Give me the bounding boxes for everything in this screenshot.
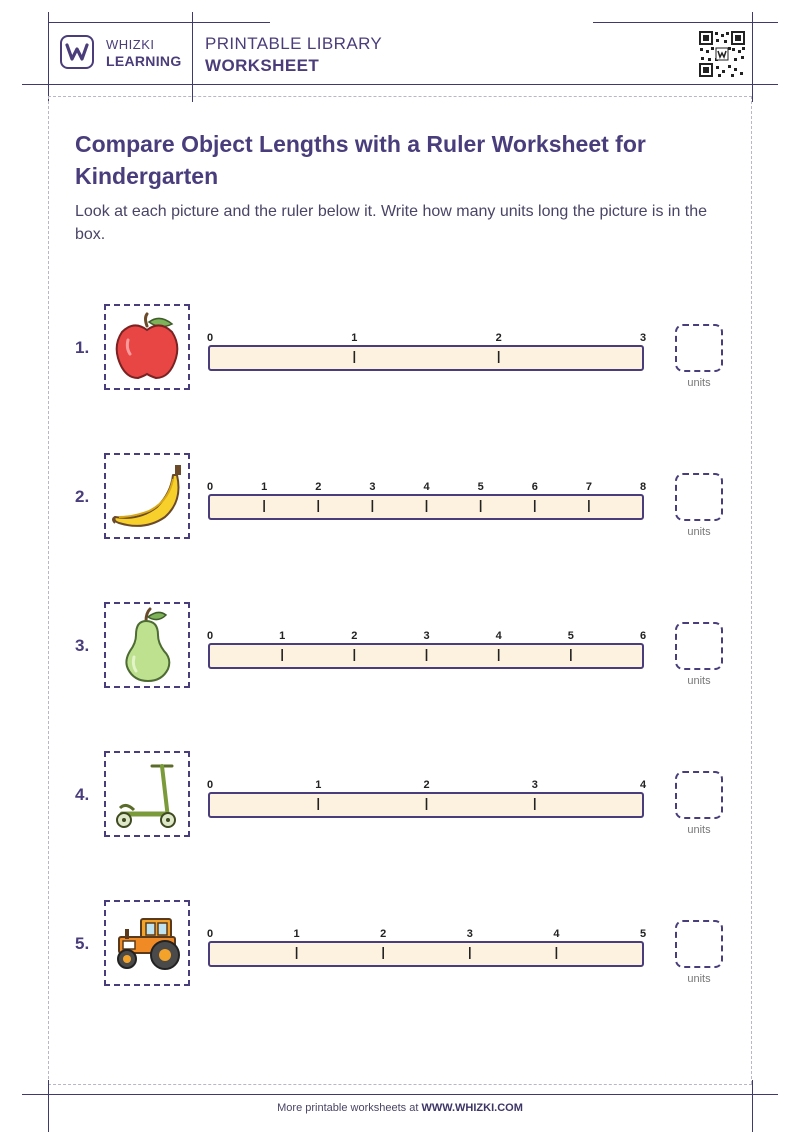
header-top-line [48,22,270,23]
qr-code-icon [698,30,746,78]
ruler-tick-label: 2 [423,779,430,791]
picture-box [104,602,190,688]
ruler-tick-label: 3 [639,332,647,344]
tractor-icon [111,915,183,971]
ruler-tick-label: 1 [293,928,300,940]
units-label: units [687,675,711,687]
ruler-tick-label: 0 [206,630,214,642]
ruler-tick-label: 3 [466,928,473,940]
problem-number: 2. [75,487,90,506]
content-border-bottom [48,1084,752,1085]
header-bottom-line [22,84,778,85]
picture-box [104,304,190,390]
instructions-text: Look at each picture and the ruler below it. Write how many units long the picture is in the box. [75,203,708,243]
brand-line-1: WHIZKI [106,37,155,52]
footer [0,1102,800,1114]
ruler-tick-label: 4 [553,928,560,940]
pear-icon [122,607,172,683]
answer-box[interactable] [675,622,723,670]
ruler [200,771,650,819]
answer-box[interactable] [675,771,723,819]
answer-box[interactable] [675,473,723,521]
header-left-edge [48,12,49,102]
ruler-tick-label: 1 [315,779,322,791]
banana-icon [109,461,185,531]
ruler [200,920,650,968]
problem-number: 4. [75,785,90,804]
ruler-tick-label: 3 [531,779,538,791]
header-right-edge [752,12,753,102]
ruler [200,622,650,670]
ruler-tick-label: 4 [423,481,430,493]
footer-prefix: More printable worksheets at [277,1102,422,1114]
whizki-logo [60,35,94,69]
problem-row-3 [0,600,800,695]
ruler-tick-label: 6 [639,630,647,642]
header-top-line-right [593,22,778,23]
ruler-tick-label: 2 [315,481,322,493]
scooter-icon [112,758,182,830]
ruler-tick-label: 4 [495,630,502,642]
library-line-2: WORKSHEET [205,56,320,75]
ruler-tick-label: 7 [585,481,592,493]
problem-number: 3. [75,636,90,655]
ruler-tick-label: 0 [206,332,214,344]
ruler-tick-label: 1 [279,630,286,642]
brand-line-2: LEARNING [106,53,182,69]
ruler-tick-label: 1 [351,332,358,344]
problem-number: 1. [75,338,90,357]
problem-row-1 [0,302,800,397]
ruler-tick-label: 0 [206,928,214,940]
problem-row-4 [0,749,800,844]
units-label: units [687,526,711,538]
picture-box [104,453,190,539]
footer-line [22,1094,778,1095]
picture-box [104,751,190,837]
library-label [205,35,382,74]
ruler-tick-label: 2 [495,332,502,344]
apple-icon [114,312,180,382]
problem-number: 5. [75,934,90,953]
problem-row-2 [0,451,800,546]
answer-box[interactable] [675,920,723,968]
brand-name [106,38,182,68]
header-divider [192,12,193,102]
ruler-tick-label: 5 [639,928,647,940]
ruler-tick-label: 2 [351,630,358,642]
content-border-top [48,96,752,97]
ruler-tick-label: 0 [206,779,214,791]
w-logo-icon [65,43,89,61]
ruler-tick-label: 5 [477,481,484,493]
ruler-tick-label: 0 [206,481,214,493]
page-title: Compare Object Lengths with a Ruler Worksheet for Kindergarten [75,131,646,189]
problem-row-5 [0,898,800,993]
units-label: units [687,824,711,836]
ruler-tick-label: 5 [567,630,574,642]
library-line-1: PRINTABLE LIBRARY [205,34,383,53]
ruler-tick-label: 6 [531,481,538,493]
units-label: units [687,973,711,985]
answer-box[interactable] [675,324,723,372]
ruler-tick-label: 1 [261,481,268,493]
picture-box [104,900,190,986]
ruler-tick-label: 2 [380,928,387,940]
ruler [200,473,650,521]
ruler-tick-label: 8 [639,481,647,493]
ruler [200,324,650,372]
ruler-tick-label: 3 [423,630,430,642]
ruler-tick-label: 4 [639,779,647,791]
ruler-tick-label: 3 [369,481,376,493]
footer-link[interactable]: WWW.WHIZKI.COM [421,1102,523,1114]
units-label: units [687,377,711,389]
